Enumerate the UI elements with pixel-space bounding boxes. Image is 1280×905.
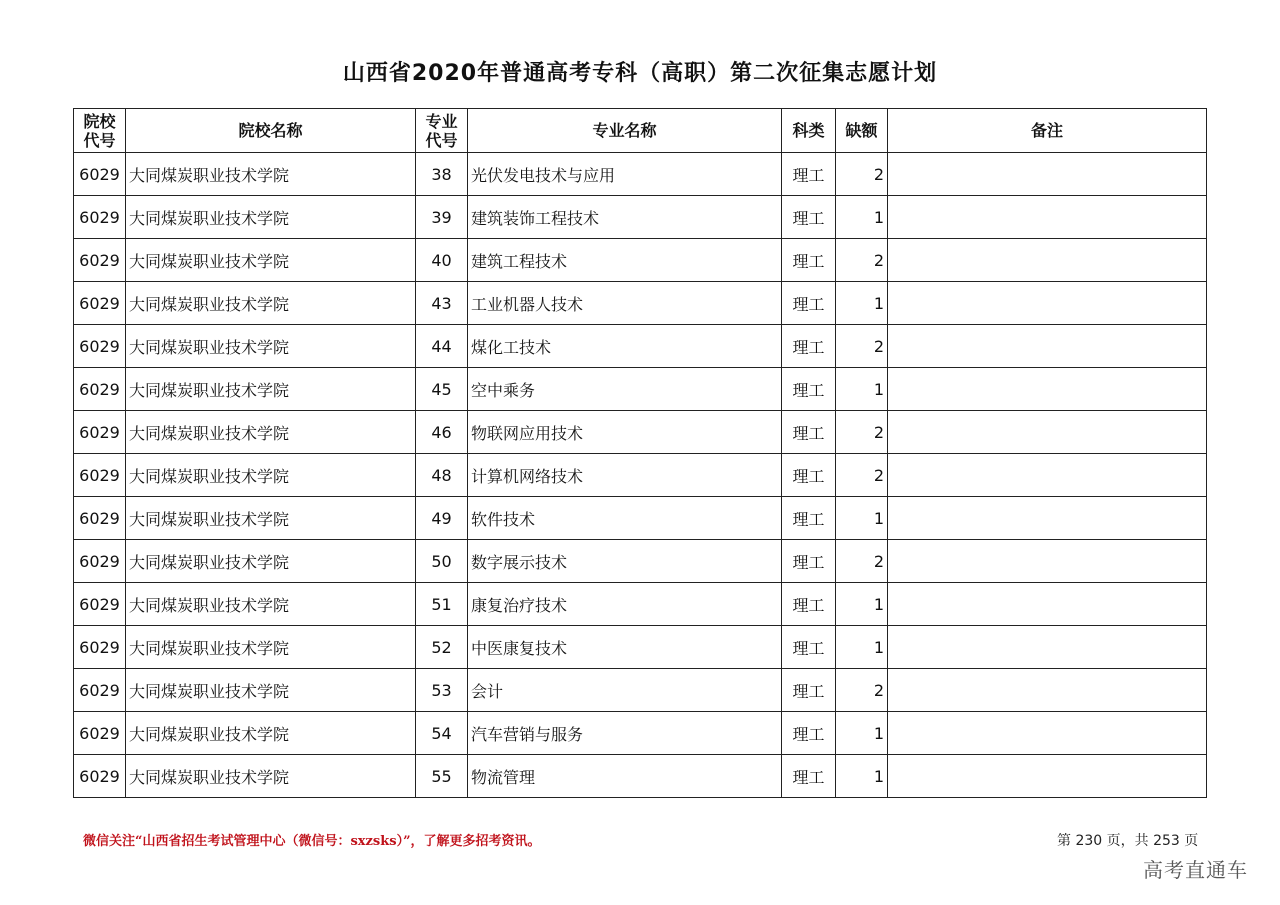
- header-remarks: 备注: [888, 109, 1207, 153]
- page-number: 第 230 页，共 253 页: [1057, 833, 1199, 849]
- cell-school-name: 大同煤炭职业技术学院: [126, 325, 416, 368]
- cell-subject: 理工: [782, 196, 836, 239]
- cell-vacancies: 2: [836, 153, 888, 196]
- table-row: [74, 755, 1207, 798]
- header-school-name: 院校名称: [126, 109, 416, 153]
- cell-subject: 理工: [782, 239, 836, 282]
- cell-major-code: 45: [416, 368, 468, 411]
- cell-school-name: 大同煤炭职业技术学院: [126, 583, 416, 626]
- cell-subject: 理工: [782, 411, 836, 454]
- cell-school-name: 大同煤炭职业技术学院: [126, 497, 416, 540]
- cell-subject: 理工: [782, 583, 836, 626]
- table-row: [74, 282, 1207, 325]
- cell-major-name: 物流管理: [468, 755, 782, 798]
- cell-vacancies: 1: [836, 583, 888, 626]
- cell-subject: 理工: [782, 325, 836, 368]
- cell-school-code: 6029: [74, 669, 126, 712]
- cell-school-code: 6029: [74, 626, 126, 669]
- cell-remarks: [888, 282, 1207, 325]
- cell-remarks: [888, 239, 1207, 282]
- cell-vacancies: 1: [836, 712, 888, 755]
- cell-subject: 理工: [782, 282, 836, 325]
- cell-major-code: 38: [416, 153, 468, 196]
- header-subject: 科类: [782, 109, 836, 153]
- cell-school-code: 6029: [74, 282, 126, 325]
- table-row: [74, 411, 1207, 454]
- table-row: [74, 712, 1207, 755]
- cell-major-name: 建筑装饰工程技术: [468, 196, 782, 239]
- cell-subject: 理工: [782, 454, 836, 497]
- cell-major-code: 40: [416, 239, 468, 282]
- cell-school-name: 大同煤炭职业技术学院: [126, 368, 416, 411]
- header-major-code: [416, 109, 468, 153]
- cell-remarks: [888, 153, 1207, 196]
- cell-subject: 理工: [782, 712, 836, 755]
- cell-school-name: 大同煤炭职业技术学院: [126, 712, 416, 755]
- cell-major-name: 汽车营销与服务: [468, 712, 782, 755]
- cell-school-name: 大同煤炭职业技术学院: [126, 454, 416, 497]
- cell-remarks: [888, 454, 1207, 497]
- watermark: 高考直通车: [1143, 858, 1248, 882]
- cell-remarks: [888, 540, 1207, 583]
- table-row: [74, 497, 1207, 540]
- header-vacancies: 缺额: [836, 109, 888, 153]
- cell-subject: 理工: [782, 497, 836, 540]
- cell-school-code: 6029: [74, 497, 126, 540]
- cell-vacancies: 1: [836, 196, 888, 239]
- cell-school-name: 大同煤炭职业技术学院: [126, 196, 416, 239]
- cell-school-code: 6029: [74, 196, 126, 239]
- cell-school-code: 6029: [74, 712, 126, 755]
- header-major-name: 专业名称: [468, 109, 782, 153]
- cell-remarks: [888, 325, 1207, 368]
- cell-school-code: 6029: [74, 239, 126, 282]
- cell-subject: 理工: [782, 669, 836, 712]
- cell-subject: 理工: [782, 153, 836, 196]
- cell-school-code: 6029: [74, 411, 126, 454]
- cell-school-code: 6029: [74, 454, 126, 497]
- cell-major-name: 煤化工技术: [468, 325, 782, 368]
- cell-major-name: 建筑工程技术: [468, 239, 782, 282]
- cell-remarks: [888, 497, 1207, 540]
- cell-remarks: [888, 196, 1207, 239]
- cell-school-name: 大同煤炭职业技术学院: [126, 669, 416, 712]
- cell-school-code: 6029: [74, 755, 126, 798]
- cell-vacancies: 2: [836, 325, 888, 368]
- header-school-code-line1: 院校: [83, 111, 116, 131]
- cell-vacancies: 2: [836, 669, 888, 712]
- cell-major-code: 50: [416, 540, 468, 583]
- cell-major-code: 55: [416, 755, 468, 798]
- cell-remarks: [888, 755, 1207, 798]
- table-row: [74, 239, 1207, 282]
- cell-remarks: [888, 411, 1207, 454]
- cell-school-name: 大同煤炭职业技术学院: [126, 755, 416, 798]
- cell-major-name: 中医康复技术: [468, 626, 782, 669]
- cell-major-code: 48: [416, 454, 468, 497]
- cell-vacancies: 1: [836, 368, 888, 411]
- cell-major-name: 数字展示技术: [468, 540, 782, 583]
- cell-major-code: 51: [416, 583, 468, 626]
- table-body: [74, 153, 1207, 798]
- cell-school-name: 大同煤炭职业技术学院: [126, 239, 416, 282]
- cell-major-name: 软件技术: [468, 497, 782, 540]
- cell-remarks: [888, 669, 1207, 712]
- cell-school-code: 6029: [74, 368, 126, 411]
- cell-major-code: 53: [416, 669, 468, 712]
- cell-major-code: 46: [416, 411, 468, 454]
- table-row: [74, 153, 1207, 196]
- table-row: [74, 669, 1207, 712]
- cell-school-name: 大同煤炭职业技术学院: [126, 626, 416, 669]
- table-row: [74, 325, 1207, 368]
- cell-school-code: 6029: [74, 583, 126, 626]
- cell-vacancies: 1: [836, 755, 888, 798]
- table-row: [74, 540, 1207, 583]
- cell-school-name: 大同煤炭职业技术学院: [126, 282, 416, 325]
- cell-remarks: [888, 626, 1207, 669]
- header-major-code-line2: 代号: [425, 130, 458, 150]
- table-row: [74, 454, 1207, 497]
- cell-school-name: 大同煤炭职业技术学院: [126, 411, 416, 454]
- cell-major-name: 光伏发电技术与应用: [468, 153, 782, 196]
- cell-vacancies: 2: [836, 411, 888, 454]
- cell-remarks: [888, 712, 1207, 755]
- cell-subject: 理工: [782, 540, 836, 583]
- cell-major-code: 54: [416, 712, 468, 755]
- table-row: [74, 583, 1207, 626]
- header-school-code: [74, 109, 126, 153]
- wechat-notice: 微信关注“山西省招生考试管理中心（微信号：sxzsks）”，了解更多招考资讯。: [83, 834, 541, 849]
- cell-school-name: 大同煤炭职业技术学院: [126, 540, 416, 583]
- cell-major-name: 工业机器人技术: [468, 282, 782, 325]
- cell-subject: 理工: [782, 626, 836, 669]
- cell-school-name: 大同煤炭职业技术学院: [126, 153, 416, 196]
- header-school-code-line2: 代号: [83, 130, 116, 150]
- cell-major-code: 43: [416, 282, 468, 325]
- table-header-row: [74, 109, 1207, 153]
- cell-major-code: 39: [416, 196, 468, 239]
- plan-table: [73, 108, 1207, 798]
- cell-vacancies: 2: [836, 239, 888, 282]
- cell-major-name: 计算机网络技术: [468, 454, 782, 497]
- cell-remarks: [888, 583, 1207, 626]
- cell-vacancies: 1: [836, 282, 888, 325]
- table-row: [74, 368, 1207, 411]
- table-row: [74, 196, 1207, 239]
- cell-major-name: 物联网应用技术: [468, 411, 782, 454]
- cell-remarks: [888, 368, 1207, 411]
- cell-vacancies: 2: [836, 454, 888, 497]
- cell-school-code: 6029: [74, 540, 126, 583]
- cell-major-name: 会计: [468, 669, 782, 712]
- cell-major-code: 49: [416, 497, 468, 540]
- cell-major-code: 52: [416, 626, 468, 669]
- cell-school-code: 6029: [74, 325, 126, 368]
- cell-major-name: 康复治疗技术: [468, 583, 782, 626]
- cell-subject: 理工: [782, 368, 836, 411]
- cell-major-code: 44: [416, 325, 468, 368]
- page-title: 山西省2020年普通高考专科（高职）第二次征集志愿计划: [342, 61, 938, 86]
- cell-vacancies: 1: [836, 497, 888, 540]
- cell-subject: 理工: [782, 755, 836, 798]
- cell-vacancies: 2: [836, 540, 888, 583]
- header-major-code-line1: 专业: [425, 111, 458, 131]
- cell-vacancies: 1: [836, 626, 888, 669]
- cell-school-code: 6029: [74, 153, 126, 196]
- table-row: [74, 626, 1207, 669]
- cell-major-name: 空中乘务: [468, 368, 782, 411]
